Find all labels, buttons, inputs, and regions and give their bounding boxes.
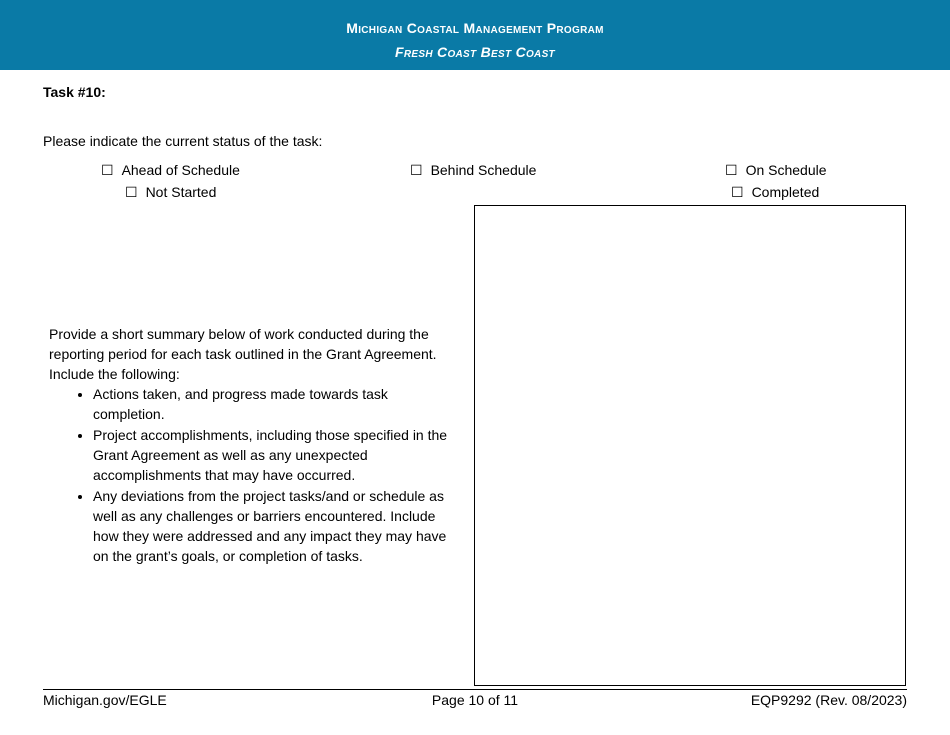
checkbox-completed[interactable] [731,184,819,201]
summary-bullet: • Any deviations from the project tasks/and or schedule as well as any challenges or barriers encountered. Include how they were addressed and any impact they may have on the grant’s goals, or completion of tasks. [93,486,459,566]
summary-instructions [49,324,459,567]
task-title: Task #10: [43,84,106,100]
footer-form-id: EQP9292 (Rev. 08/2023) [750,692,907,708]
checkbox-behind-schedule[interactable] [410,162,536,179]
summary-bullet: • Actions taken, and progress made towards task completion. [93,384,459,424]
summary-bullet-list [49,384,459,566]
footer-page-number: Page 10 of 11 [431,692,519,708]
checkbox-on-schedule[interactable] [725,162,827,179]
footer-website: Michigan.gov/EGLE [43,692,167,708]
header-banner [0,0,950,70]
checkbox-label: Behind Schedule [430,162,537,178]
checkbox-icon[interactable]: ☐ [101,163,114,179]
status-prompt: Please indicate the current status of the task: [43,133,323,149]
checkbox-icon[interactable]: ☐ [725,163,738,179]
checkbox-not-started[interactable] [125,184,216,201]
summary-bullet: • Project accomplishments, including those specified in the Grant Agreement as well as any unexpected accomplishments that may have occurred. [93,425,459,485]
footer-divider [43,689,907,690]
summary-response-box[interactable] [474,205,906,686]
checkbox-icon[interactable]: ☐ [731,185,744,201]
checkbox-icon[interactable]: ☐ [410,163,423,179]
checkbox-label: On Schedule [745,162,827,178]
checkbox-ahead-of-schedule[interactable] [101,162,240,179]
summary-intro: Provide a short summary below of work conducted during the reporting period for each task outlined in the Grant Agreement. Include the following: [49,326,437,382]
program-tagline: Fresh Coast Best Coast [395,44,555,60]
checkbox-icon[interactable]: ☐ [125,185,138,201]
checkbox-label: Not Started [145,184,217,200]
checkbox-label: Completed [751,184,820,200]
program-title: Michigan Coastal Management Program [346,20,604,36]
checkbox-label: Ahead of Schedule [121,162,240,178]
